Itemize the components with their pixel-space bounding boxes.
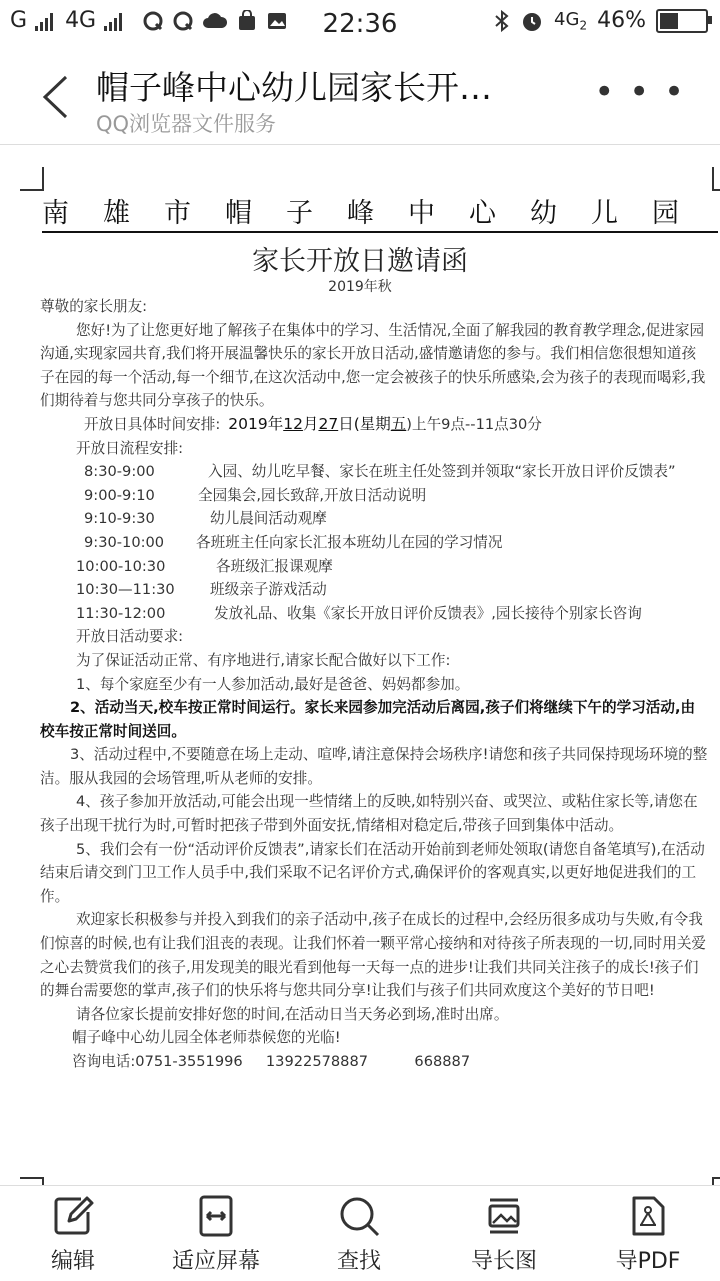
requirement-2: 2、活动当天,校车按正常时间运行。家长来园参加完活动后离园,孩子们将继续下午的学习活动,由校车按正常时间送回。 bbox=[40, 699, 696, 740]
document-body bbox=[40, 295, 708, 1074]
alarm-icon bbox=[520, 9, 544, 33]
school-name: 南雄市帽子峰中心幼儿园 bbox=[42, 197, 718, 233]
requirement-1: 1、每个家庭至少有一人参加活动,最好是爸爸、妈妈都参加。 bbox=[76, 675, 470, 693]
carrier-label: G bbox=[10, 8, 28, 33]
greeting: 尊敬的家长朋友: bbox=[40, 298, 148, 315]
status-bar bbox=[0, 0, 720, 48]
fit-screen-button[interactable] bbox=[156, 1194, 276, 1275]
battery-percent: 46% bbox=[597, 8, 646, 33]
bluetooth-icon bbox=[494, 9, 510, 33]
edit-icon bbox=[51, 1194, 95, 1238]
crop-mark bbox=[20, 1177, 44, 1185]
long-image-button[interactable] bbox=[444, 1194, 564, 1275]
schedule-label: 开放日流程安排: bbox=[76, 439, 184, 457]
edit-label: 编辑 bbox=[50, 1249, 95, 1274]
requirement-3: 3、活动过程中,不要随意在场上走动、喧哗,请注意保持会场秩序!请您和孩子共同保持现场环境的整洁。服从我园的会场管理,听从老师的安排。 bbox=[40, 746, 708, 787]
schedule-item: 10:00-10:30 各班级汇报课观摩 bbox=[76, 557, 333, 575]
schedule-item: 9:30-10:00 各班班主任向家长汇报本班幼儿在园的学习情况 bbox=[84, 533, 503, 551]
schedule-item: 11:30-12:00 发放礼品、收集《家长开放日评价反馈表》,园长接待个别家长咨询 bbox=[76, 604, 642, 622]
schedule-item: 10:30—11:30 班级亲子游戏活动 bbox=[76, 581, 327, 599]
battery-icon bbox=[656, 9, 708, 33]
find-label: 查找 bbox=[336, 1249, 381, 1274]
page-title: 帽子峰中心幼儿园家长开… bbox=[96, 68, 492, 107]
long-image-label: 导长图 bbox=[470, 1249, 537, 1274]
crop-mark bbox=[712, 167, 720, 191]
network-type: $4G_2$ bbox=[554, 8, 588, 33]
fit-screen-label: 适应屏幕 bbox=[171, 1249, 260, 1274]
network-label: 4G bbox=[65, 8, 97, 33]
requirement-5: 5、我们会有一份“活动评价反馈表”,请家长们在活动开始前到老师处领取(请您自备笔填写),在活动结束后请交到门卫工作人员手中,我们采取不记名评价方式,确保评价的客观真实,以更好地促进我们的工作。 bbox=[40, 840, 705, 905]
page-subtitle: QQ浏览器文件服务 bbox=[96, 112, 277, 136]
document-heading: 家长开放日邀请函 bbox=[252, 246, 468, 277]
requirements-intro: 为了保证活动正常、有序地进行,请家长配合做好以下工作: bbox=[76, 651, 451, 669]
export-pdf-label: 导PDF bbox=[615, 1249, 681, 1274]
schedule-item: 9:10-9:30 幼儿晨间活动观摩 bbox=[84, 510, 327, 528]
document-season: 2019年秋 bbox=[328, 279, 392, 295]
intro-paragraph: 您好!为了让您更好地了解孩子在集体中的学习、生活情况,全面了解我园的教育教学理念,促进家园沟通,实现家园共育,我们将开展温馨快乐的家长开放日活动,盛情邀请您的参与。我们相信您很想知道孩子在园的每一个活动,每一个细节,在这次活动中,您一定会被孩子的快乐所感染,会为孩子的表现而喝彩,我们期待着与您共同分享孩子的快乐。 bbox=[40, 321, 706, 410]
clock: 22:36 bbox=[322, 9, 398, 39]
more-options-button[interactable]: • • • bbox=[594, 72, 686, 112]
chevron-left-icon bbox=[40, 74, 70, 120]
pdf-icon bbox=[626, 1194, 670, 1238]
schedule-item: 8:30-9:00 入园、幼儿吃早餐、家长在班主任处签到并领取“家长开放日评价反馈表” bbox=[84, 463, 676, 481]
export-pdf-button[interactable] bbox=[588, 1194, 708, 1275]
title-bar bbox=[0, 48, 720, 145]
requirement-4: 4、孩子参加开放活动,可能会出现一些情绪上的反映,如特别兴奋、或哭泣、或粘住家长等,请您在孩子出现干扰行为时,可暂时把孩子带到外面安抚,情绪相对稳定后,带孩子回到集体中活动。 bbox=[40, 793, 698, 835]
time-line: 开放日具体时间安排: 2019年12月27日(星期五)上午9点--11点30分 bbox=[84, 414, 542, 433]
arrange-paragraph: 请各位家长提前安排好您的时间,在活动日当天务必到场,准时出席。 bbox=[76, 1005, 509, 1023]
crop-mark bbox=[20, 167, 44, 191]
crop-mark bbox=[712, 1177, 720, 1185]
schedule-item: 9:00-9:10 全园集会,园长致辞,开放日活动说明 bbox=[84, 486, 427, 504]
fit-screen-icon bbox=[194, 1194, 238, 1238]
schedule-list bbox=[40, 460, 708, 625]
edit-button[interactable] bbox=[13, 1194, 133, 1275]
back-button[interactable] bbox=[40, 74, 70, 125]
requirements-label: 开放日活动要求: bbox=[76, 628, 184, 646]
bottom-toolbar bbox=[0, 1185, 720, 1281]
signoff: 帽子峰中心幼儿园全体老师恭候您的光临! bbox=[72, 1029, 341, 1047]
search-icon bbox=[337, 1194, 381, 1238]
document-view[interactable] bbox=[0, 145, 720, 1185]
contact-info: 咨询电话:0751-3551996 13922578887 668887 bbox=[72, 1053, 471, 1070]
long-image-icon bbox=[482, 1194, 526, 1238]
find-button[interactable] bbox=[299, 1194, 419, 1275]
welcome-paragraph: 欢迎家长积极参与并投入到我们的亲子活动中,孩子在成长的过程中,会经历很多成功与失败,有令我们惊喜的时候,也有让我们沮丧的表现。让我们怀着一颗平常心接纳和对待孩子所表现的一切,同时用关爱之心去赞赏我们的孩子,用发现美的眼光看到他每一天每一点的进步!让我们共同关注孩子的成长!孩子们的舞台需要您的掌声,孩子们的快乐将与您共同分享!让我们与孩子们共同欢度这个美好的节日吧! bbox=[40, 911, 707, 1000]
